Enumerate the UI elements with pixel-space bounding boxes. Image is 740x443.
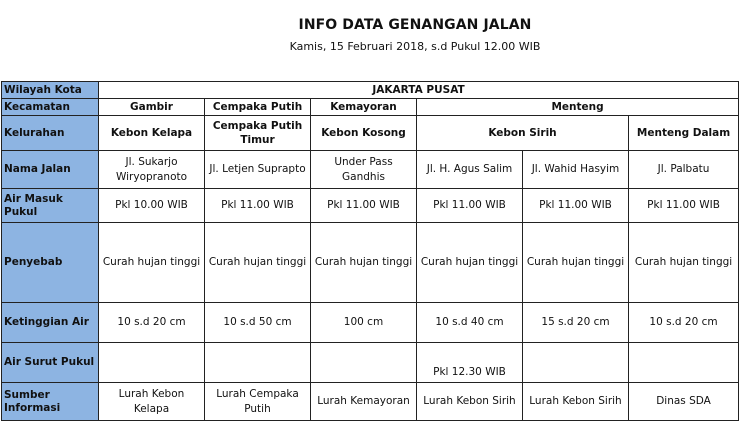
jalan-cell: Jl. Wahid Hasyim xyxy=(523,151,629,189)
row-header-kelurahan: Kelurahan xyxy=(2,116,99,151)
row-wilayah xyxy=(2,82,739,99)
row-header-sumber: Sumber Informasi xyxy=(2,383,99,421)
row-header-wilayah: Wilayah Kota xyxy=(2,82,99,99)
jalan-cell: Jl. Letjen Suprapto xyxy=(205,151,311,189)
sumber-cell: Lurah Kebon Kelapa xyxy=(99,383,205,421)
jalan-cell: Under Pass Gandhis xyxy=(311,151,417,189)
surut-cell xyxy=(205,343,311,383)
kelurahan-cell: Kebon Kosong xyxy=(311,116,417,151)
surut-cell xyxy=(629,343,739,383)
kelurahan-cell: Kebon Kelapa xyxy=(99,116,205,151)
row-header-masuk: Air Masuk Pukul xyxy=(2,189,99,223)
penyebab-cell: Curah hujan tinggi xyxy=(311,223,417,303)
row-tinggi xyxy=(2,303,739,343)
jalan-cell: Jl. Sukarjo Wiryopranoto xyxy=(99,151,205,189)
masuk-cell: Pkl 11.00 WIB xyxy=(523,189,629,223)
jalan-cell: Jl. H. Agus Salim xyxy=(417,151,523,189)
surut-cell xyxy=(99,343,205,383)
penyebab-cell: Curah hujan tinggi xyxy=(99,223,205,303)
penyebab-cell: Curah hujan tinggi xyxy=(629,223,739,303)
kelurahan-cell: Cempaka Putih Timur xyxy=(205,116,311,151)
row-header-kecamatan: Kecamatan xyxy=(2,99,99,116)
row-kelurahan xyxy=(2,116,739,151)
surut-cell: Pkl 12.30 WIB xyxy=(417,343,523,383)
penyebab-cell: Curah hujan tinggi xyxy=(523,223,629,303)
wilayah-cell: JAKARTA PUSAT xyxy=(99,82,739,99)
row-kecamatan xyxy=(2,99,739,116)
masuk-cell: Pkl 10.00 WIB xyxy=(99,189,205,223)
row-surut xyxy=(2,343,739,383)
row-jalan xyxy=(2,151,739,189)
kecamatan-cell: Cempaka Putih xyxy=(205,99,311,116)
surut-cell xyxy=(311,343,417,383)
kecamatan-cell: Menteng xyxy=(417,99,739,116)
kelurahan-cell: Menteng Dalam xyxy=(629,116,739,151)
tinggi-cell: 10 s.d 20 cm xyxy=(629,303,739,343)
row-header-tinggi: Ketinggian Air xyxy=(2,303,99,343)
tinggi-cell: 10 s.d 20 cm xyxy=(99,303,205,343)
row-masuk xyxy=(2,189,739,223)
row-header-surut: Air Surut Pukul xyxy=(2,343,99,383)
kecamatan-cell: Kemayoran xyxy=(311,99,417,116)
masuk-cell: Pkl 11.00 WIB xyxy=(311,189,417,223)
tinggi-cell: 15 s.d 20 cm xyxy=(523,303,629,343)
tinggi-cell: 100 cm xyxy=(311,303,417,343)
penyebab-cell: Curah hujan tinggi xyxy=(205,223,311,303)
surut-cell xyxy=(523,343,629,383)
sumber-cell: Dinas SDA xyxy=(629,383,739,421)
page-subtitle: Kamis, 15 Februari 2018, s.d Pukul 12.00 WIB xyxy=(289,40,541,53)
masuk-cell: Pkl 11.00 WIB xyxy=(629,189,739,223)
flood-info-table xyxy=(1,81,739,421)
sumber-cell: Lurah Kebon Sirih xyxy=(523,383,629,421)
tinggi-cell: 10 s.d 50 cm xyxy=(205,303,311,343)
penyebab-cell: Curah hujan tinggi xyxy=(417,223,523,303)
row-header-jalan: Nama Jalan xyxy=(2,151,99,189)
row-header-penyebab: Penyebab xyxy=(2,223,99,303)
masuk-cell: Pkl 11.00 WIB xyxy=(417,189,523,223)
sumber-cell: Lurah Kebon Sirih xyxy=(417,383,523,421)
sumber-cell: Lurah Cempaka Putih xyxy=(205,383,311,421)
row-sumber xyxy=(2,383,739,421)
page-title: INFO DATA GENANGAN JALAN xyxy=(298,17,532,33)
kelurahan-cell: Kebon Sirih xyxy=(417,116,629,151)
masuk-cell: Pkl 11.00 WIB xyxy=(205,189,311,223)
jalan-cell: Jl. Palbatu xyxy=(629,151,739,189)
sumber-cell: Lurah Kemayoran xyxy=(311,383,417,421)
kecamatan-cell: Gambir xyxy=(99,99,205,116)
tinggi-cell: 10 s.d 40 cm xyxy=(417,303,523,343)
row-penyebab xyxy=(2,223,739,303)
